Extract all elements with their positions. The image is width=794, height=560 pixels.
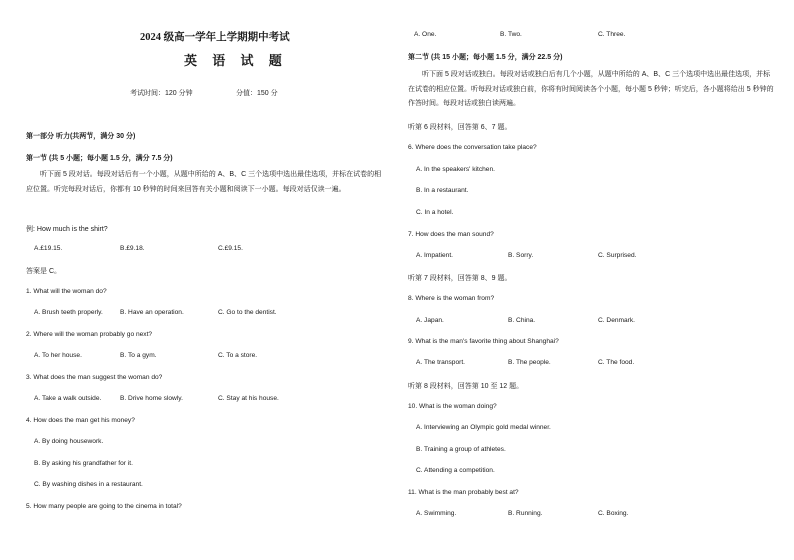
question-9: 9. What is the man's favorite thing about Shanghai? bbox=[408, 338, 559, 345]
question-2: 2. Where will the woman probably go next? bbox=[26, 331, 153, 338]
q10-option-a: A. Interviewing an Olympic gold medal winner. bbox=[416, 424, 551, 431]
question-5: 5. How many people are going to the cinema in total? bbox=[26, 503, 182, 510]
group-7-intro: 听第 7 段材料，回答第 8、9 题。 bbox=[408, 275, 512, 282]
q2-option-c: C. To a store. bbox=[218, 352, 258, 359]
q2-option-b: B. To a gym. bbox=[120, 352, 157, 359]
section2-instructions: 听下面 5 段对话或独白。每段对话或独白后有几个小题，从题中所给的 A、B、C 三个选项中选出最佳选项，并标在试卷的相应位置。听每段对话或独白前，你将有时间阅读各个小题，每小题 5 秒钟；听完后，各小题将给出 5 秒钟的作答时间。每段对话或独白读两遍。 bbox=[408, 71, 774, 107]
question-1: 1. What will the woman do? bbox=[26, 288, 107, 295]
q6-option-c: C. In a hotel. bbox=[416, 209, 454, 216]
q3-option-c: C. Stay at his house. bbox=[218, 395, 279, 402]
q10-option-c: C. Attending a competition. bbox=[416, 467, 495, 474]
q9-option-b: B. The people. bbox=[508, 359, 551, 366]
q8-option-a: A. Japan. bbox=[416, 317, 444, 324]
q8-option-b: B. China. bbox=[508, 317, 536, 324]
question-7: 7. How does the man sound? bbox=[408, 231, 494, 238]
q11-option-b: B. Running. bbox=[508, 510, 543, 517]
q5-option-a: A. One. bbox=[414, 31, 437, 38]
subject-title: 英 语 试 题 bbox=[184, 53, 288, 68]
q9-option-a: A. The transport. bbox=[416, 359, 465, 366]
question-4: 4. How does the man get his money? bbox=[26, 417, 135, 424]
q4-option-c: C. By washing dishes in a restaurant. bbox=[34, 481, 143, 488]
part1-heading: 第一部分 听力(共两节，满分 30 分) bbox=[26, 133, 136, 140]
section2-heading: 第二节 (共 15 小题；每小题 1.5 分，满分 22.5 分) bbox=[408, 54, 563, 61]
exam-title: 2024 级高一学年上学期期中考试 bbox=[140, 32, 290, 43]
group-8-intro: 听第 8 段材料，回答第 10 至 12 题。 bbox=[408, 383, 524, 390]
q3-option-b: B. Drive home slowly. bbox=[120, 395, 183, 402]
q1-option-a: A. Brush teeth properly. bbox=[34, 309, 103, 316]
q7-option-c: C. Surprised. bbox=[598, 252, 637, 259]
q10-option-b: B. Training a group of athletes. bbox=[416, 446, 506, 453]
example-answer: 答案是 C。 bbox=[26, 268, 61, 275]
section1-heading: 第一节 (共 5 小题；每小题 1.5 分，满分 7.5 分) bbox=[26, 155, 173, 162]
q4-option-b: B. By asking his grandfather for it. bbox=[34, 460, 133, 467]
q6-option-a: A. In the speakers' kitchen. bbox=[416, 166, 495, 173]
q7-option-a: A. Impatient. bbox=[416, 252, 454, 259]
q9-option-c: C. The food. bbox=[598, 359, 635, 366]
section1-instructions: 听下面 5 段对话。每段对话后有一个小题，从题中所给的 A、B、C 三个选项中选出最佳选项，并标在试卷的相应位置。听完每段对话后，你都有 10 秒钟的时间来回答有关小题和阅读下一小题。每段对话仅读一遍。 bbox=[26, 171, 382, 193]
example-option-a: A.£19.15. bbox=[34, 245, 63, 252]
q1-option-c: C. Go to the dentist. bbox=[218, 309, 277, 316]
q6-option-b: B. In a restaurant. bbox=[416, 187, 469, 194]
example-question: 例: How much is the shirt? bbox=[26, 226, 108, 233]
exam-score: 分值：150 分 bbox=[236, 90, 278, 97]
q11-option-a: A. Swimming. bbox=[416, 510, 457, 517]
group-6-intro: 听第 6 段材料，回答第 6、7 题。 bbox=[408, 124, 512, 131]
q8-option-c: C. Denmark. bbox=[598, 317, 636, 324]
question-3: 3. What does the man suggest the woman do? bbox=[26, 374, 163, 381]
question-6: 6. Where does the conversation take place? bbox=[408, 144, 537, 151]
q5-option-b: B. Two. bbox=[500, 31, 522, 38]
question-8: 8. Where is the woman from? bbox=[408, 295, 495, 302]
q4-option-a: A. By doing housework. bbox=[34, 438, 104, 445]
q2-option-a: A. To her house. bbox=[34, 352, 82, 359]
question-10: 10. What is the woman doing? bbox=[408, 403, 497, 410]
question-11: 11. What is the man probably best at? bbox=[408, 489, 519, 496]
q11-option-c: C. Boxing. bbox=[598, 510, 629, 517]
example-option-c: C.£9.15. bbox=[218, 245, 243, 252]
example-option-b: B.£9.18. bbox=[120, 245, 145, 252]
q3-option-a: A. Take a walk outside. bbox=[34, 395, 102, 402]
q7-option-b: B. Sorry. bbox=[508, 252, 534, 259]
q5-option-c: C. Three. bbox=[598, 31, 626, 38]
exam-time: 考试时间：120 分钟 bbox=[130, 90, 193, 97]
q1-option-b: B. Have an operation. bbox=[120, 309, 184, 316]
